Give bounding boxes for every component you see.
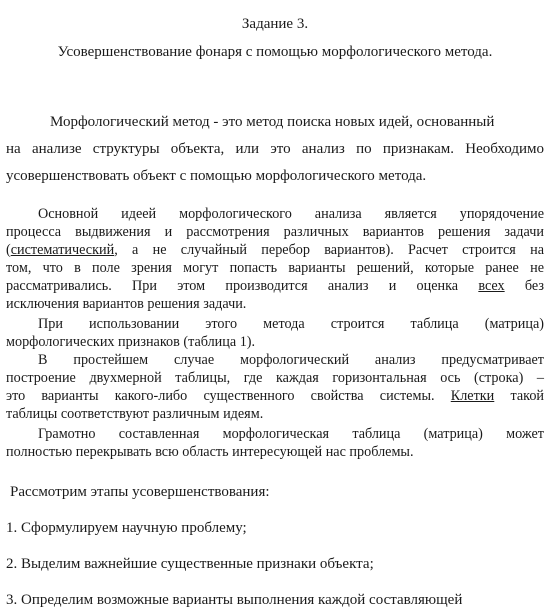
stage-item-1: 1. Сформулируем научную проблему; xyxy=(6,520,247,536)
p4-line-2: полностью перекрывать всю область интересующей нас проблемы. xyxy=(6,444,414,460)
p4-line-1: Грамотно составленная морфологическая таблица (матрица) может xyxy=(38,426,544,442)
intro-line-3: усовершенствовать объект с помощью морфологического метода. xyxy=(6,168,427,184)
p1-line-5: рассматривались. При этом производится анализ и оценка всех без xyxy=(6,278,544,294)
p1-line-4: том, что в поле зрения могут попасть варианты решений, которые ранее не xyxy=(6,260,544,276)
p3-underlined-cells: Клетки xyxy=(450,388,495,404)
p2-line-1: При использовании этого метода строится таблица (матрица) xyxy=(38,316,544,332)
p3-line-1: В простейшем случае морфологический анализ предусматривает xyxy=(38,352,544,368)
p3-line-2: построение двухмерной таблицы, где каждая горизонтальная ось (строка) – xyxy=(6,370,544,386)
p1-line-1: Основной идеей морфологического анализа является упорядочение xyxy=(38,206,544,222)
p3-line-4: таблицы соответствуют различным идеям. xyxy=(6,406,264,422)
stage-item-2: 2. Выделим важнейшие существенные признаки объекта; xyxy=(6,556,374,572)
p1-line-6: исключения вариантов решения задачи. xyxy=(6,296,247,312)
stage-item-3: 3. Определим возможные варианты выполнения каждой составляющей xyxy=(6,592,463,608)
document-title: Усовершенствование фонаря с помощью морфологического метода. xyxy=(57,44,493,60)
p3-line-3: это варианты какого-либо существенного свойства системы. Клетки такой xyxy=(6,388,545,404)
p1-underlined-all: всех xyxy=(478,278,505,294)
p1-line-3: (систематический, а не случайный перебор вариантов). Расчет строится на xyxy=(6,242,544,258)
p2-line-2: морфологических признаков (таблица 1). xyxy=(6,334,256,350)
stages-heading: Рассмотрим этапы усовершенствования: xyxy=(10,484,270,500)
intro-line-1: Морфологический метод - это метод поиска новых идей, основанный xyxy=(50,114,495,130)
intro-line-2: на анализе структуры объекта, или это анализ по признакам. Необходимо xyxy=(6,141,544,157)
p1-line-2: процесса выдвижения и рассмотрения различных вариантов решения задачи xyxy=(6,224,544,240)
p1-underlined-systematic: систематический xyxy=(10,242,115,258)
task-number: Задание 3. xyxy=(241,16,309,32)
